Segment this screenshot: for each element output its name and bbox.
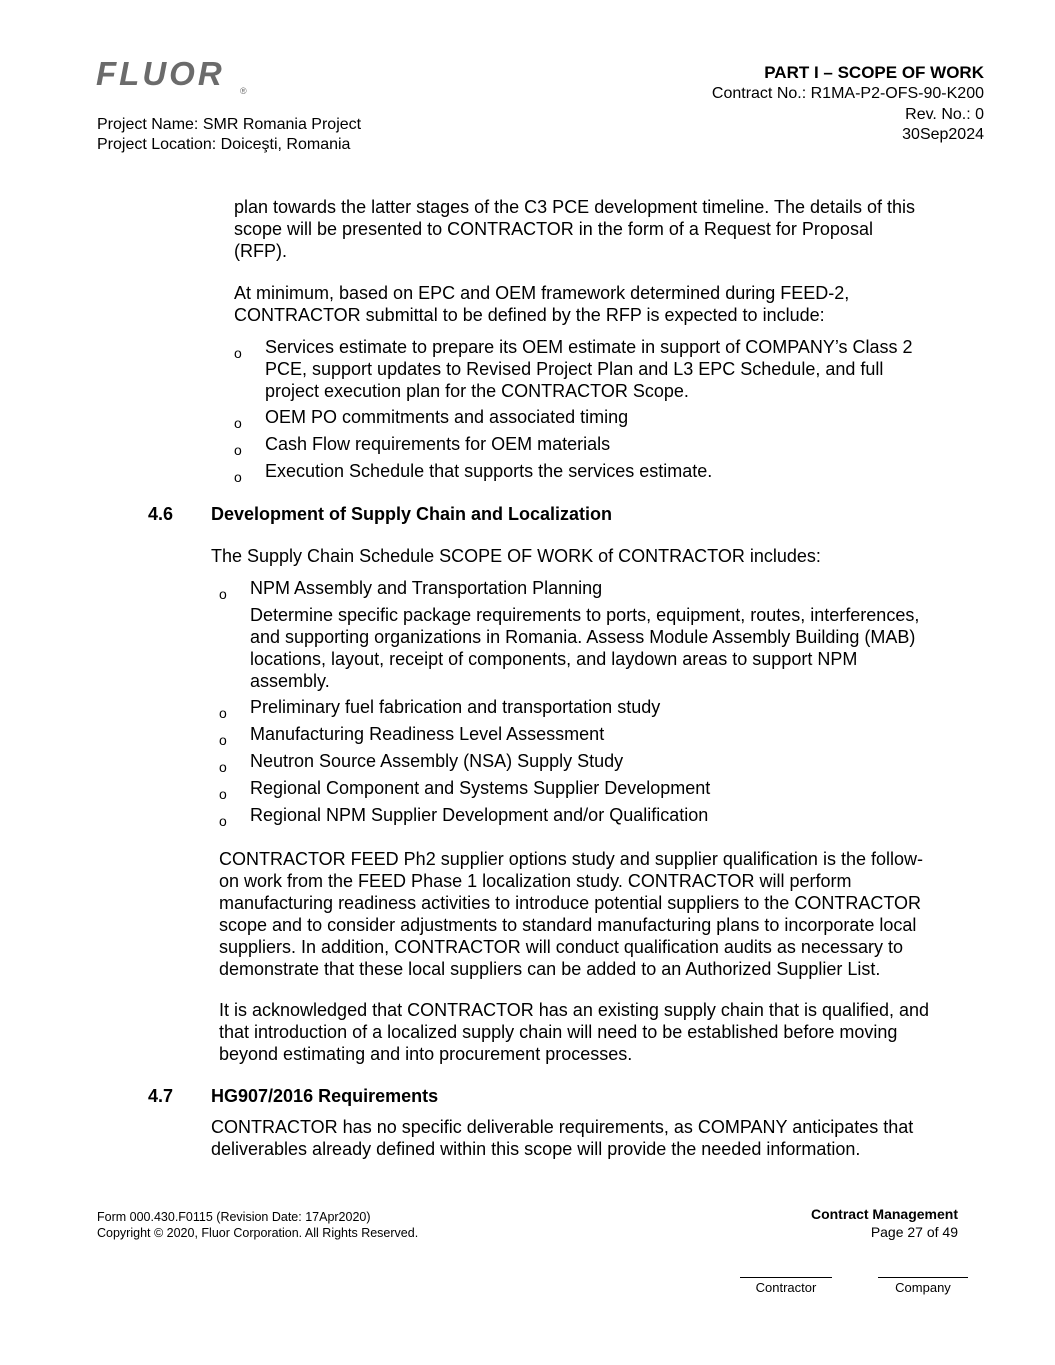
copyright: Copyright © 2020, Fluor Corporation. All Rights Reserved. <box>97 1226 419 1240</box>
list-item: Preliminary fuel fabrication and transportation study <box>250 697 661 717</box>
list-item: Execution Schedule that supports the services estimate. <box>265 461 713 481</box>
bullet-marker: o <box>219 732 227 748</box>
contract-no: Contract No.: R1MA-P2-OFS-90-K200 <box>711 85 984 102</box>
contractor-signature-line <box>740 1277 832 1278</box>
section-number: 4.6 <box>148 504 174 524</box>
supplier-study-paragraph: CONTRACTOR FEED Ph2 supplier options study and supplier qualification is the follow- on work from the FEED Phase 1 localization study. CONTRACTOR will perform manufacturing readiness activities to introduce potential suppliers to the CONTRACTOR scope and to consider adjustments to standard manufacturing plans to incorporate local suppliers. In addition, CONTRACTOR will conduct qualification audits as necessary to demonstrate that these local suppliers can be added to an Authorized Supplier List. <box>219 849 923 979</box>
company-signature-line <box>878 1277 968 1278</box>
contractor-label: Contractor <box>755 1280 817 1295</box>
department: Contract Management <box>810 1206 958 1222</box>
list-item: Cash Flow requirements for OEM materials <box>265 434 611 454</box>
section-intro: The Supply Chain Schedule SCOPE OF WORK of CONTRACTOR includes: <box>211 546 821 566</box>
list-item: Neutron Source Assembly (NSA) Supply Study <box>250 751 624 771</box>
bullet-marker: o <box>219 813 227 829</box>
list-item: Services estimate to prepare its OEM estimate in support of COMPANY’s Class 2 PCE, support updates to Revised Project Plan and L3 EPC Schedule, and full project execution plan for the CONTRACTOR Scope. <box>265 337 913 401</box>
fluor-logo: FLUOR <box>96 55 225 92</box>
list-item-description: Determine specific package requirements to ports, equipment, routes, interferences, and supporting organizations in Romania. Assess Module Assembly Building (MAB) locations, layout, receipt of components, and laydown areas to support NPM assembly. <box>250 605 920 691</box>
rev-no: Rev. No.: 0 <box>905 106 984 123</box>
list-item: Regional Component and Systems Supplier Development <box>250 778 711 798</box>
part-title: PART I – SCOPE OF WORK <box>764 63 984 82</box>
section-heading: Development of Supply Chain and Localization <box>211 504 613 524</box>
bullet-marker: o <box>234 415 242 431</box>
bullet-marker: o <box>219 786 227 802</box>
section-number: 4.7 <box>148 1086 174 1106</box>
list-item: OEM PO commitments and associated timing <box>265 407 629 427</box>
list-item: NPM Assembly and Transportation Planning <box>250 578 603 598</box>
bullet-marker: o <box>219 759 227 775</box>
registered-mark: ® <box>240 86 247 96</box>
list-item: Regional NPM Supplier Development and/or Qualification <box>250 805 709 825</box>
list-item: Manufacturing Readiness Level Assessment <box>250 724 605 744</box>
hg907-paragraph: CONTRACTOR has no specific deliverable requirements, as COMPANY anticipates that deliverables already defined within this scope will provide the needed information. <box>211 1117 914 1159</box>
bullet-marker: o <box>219 705 227 721</box>
project-name: Project Name: SMR Romania Project <box>97 116 362 133</box>
submittal-paragraph: At minimum, based on EPC and OEM framework determined during FEED-2, CONTRACTOR submittal to be defined by the RFP is expected to include: <box>234 283 850 325</box>
section-heading: HG907/2016 Requirements <box>211 1086 439 1106</box>
bullet-marker: o <box>234 442 242 458</box>
bullet-marker: o <box>234 345 242 361</box>
page-number: Page 27 of 49 <box>870 1224 958 1240</box>
intro-paragraph: plan towards the latter stages of the C3 PCE development timeline. The details of this scope will be presented to CONTRACTOR in the form of a Request for Proposal (RFP). <box>234 197 916 261</box>
bullet-marker: o <box>234 469 242 485</box>
supply-chain-paragraph: It is acknowledged that CONTRACTOR has an existing supply chain that is qualified, and that introduction of a localized supply chain will need to be established before moving beyond estimating and into procurement processes. <box>219 1000 930 1064</box>
form-number: Form 000.430.F0115 (Revision Date: 17Apr2020) <box>97 1210 371 1224</box>
company-label: Company <box>895 1280 951 1295</box>
document-date: 30Sep2024 <box>902 126 984 143</box>
project-location: Project Location: Doiceşti, Romania <box>97 136 351 153</box>
bullet-marker: o <box>219 586 227 602</box>
